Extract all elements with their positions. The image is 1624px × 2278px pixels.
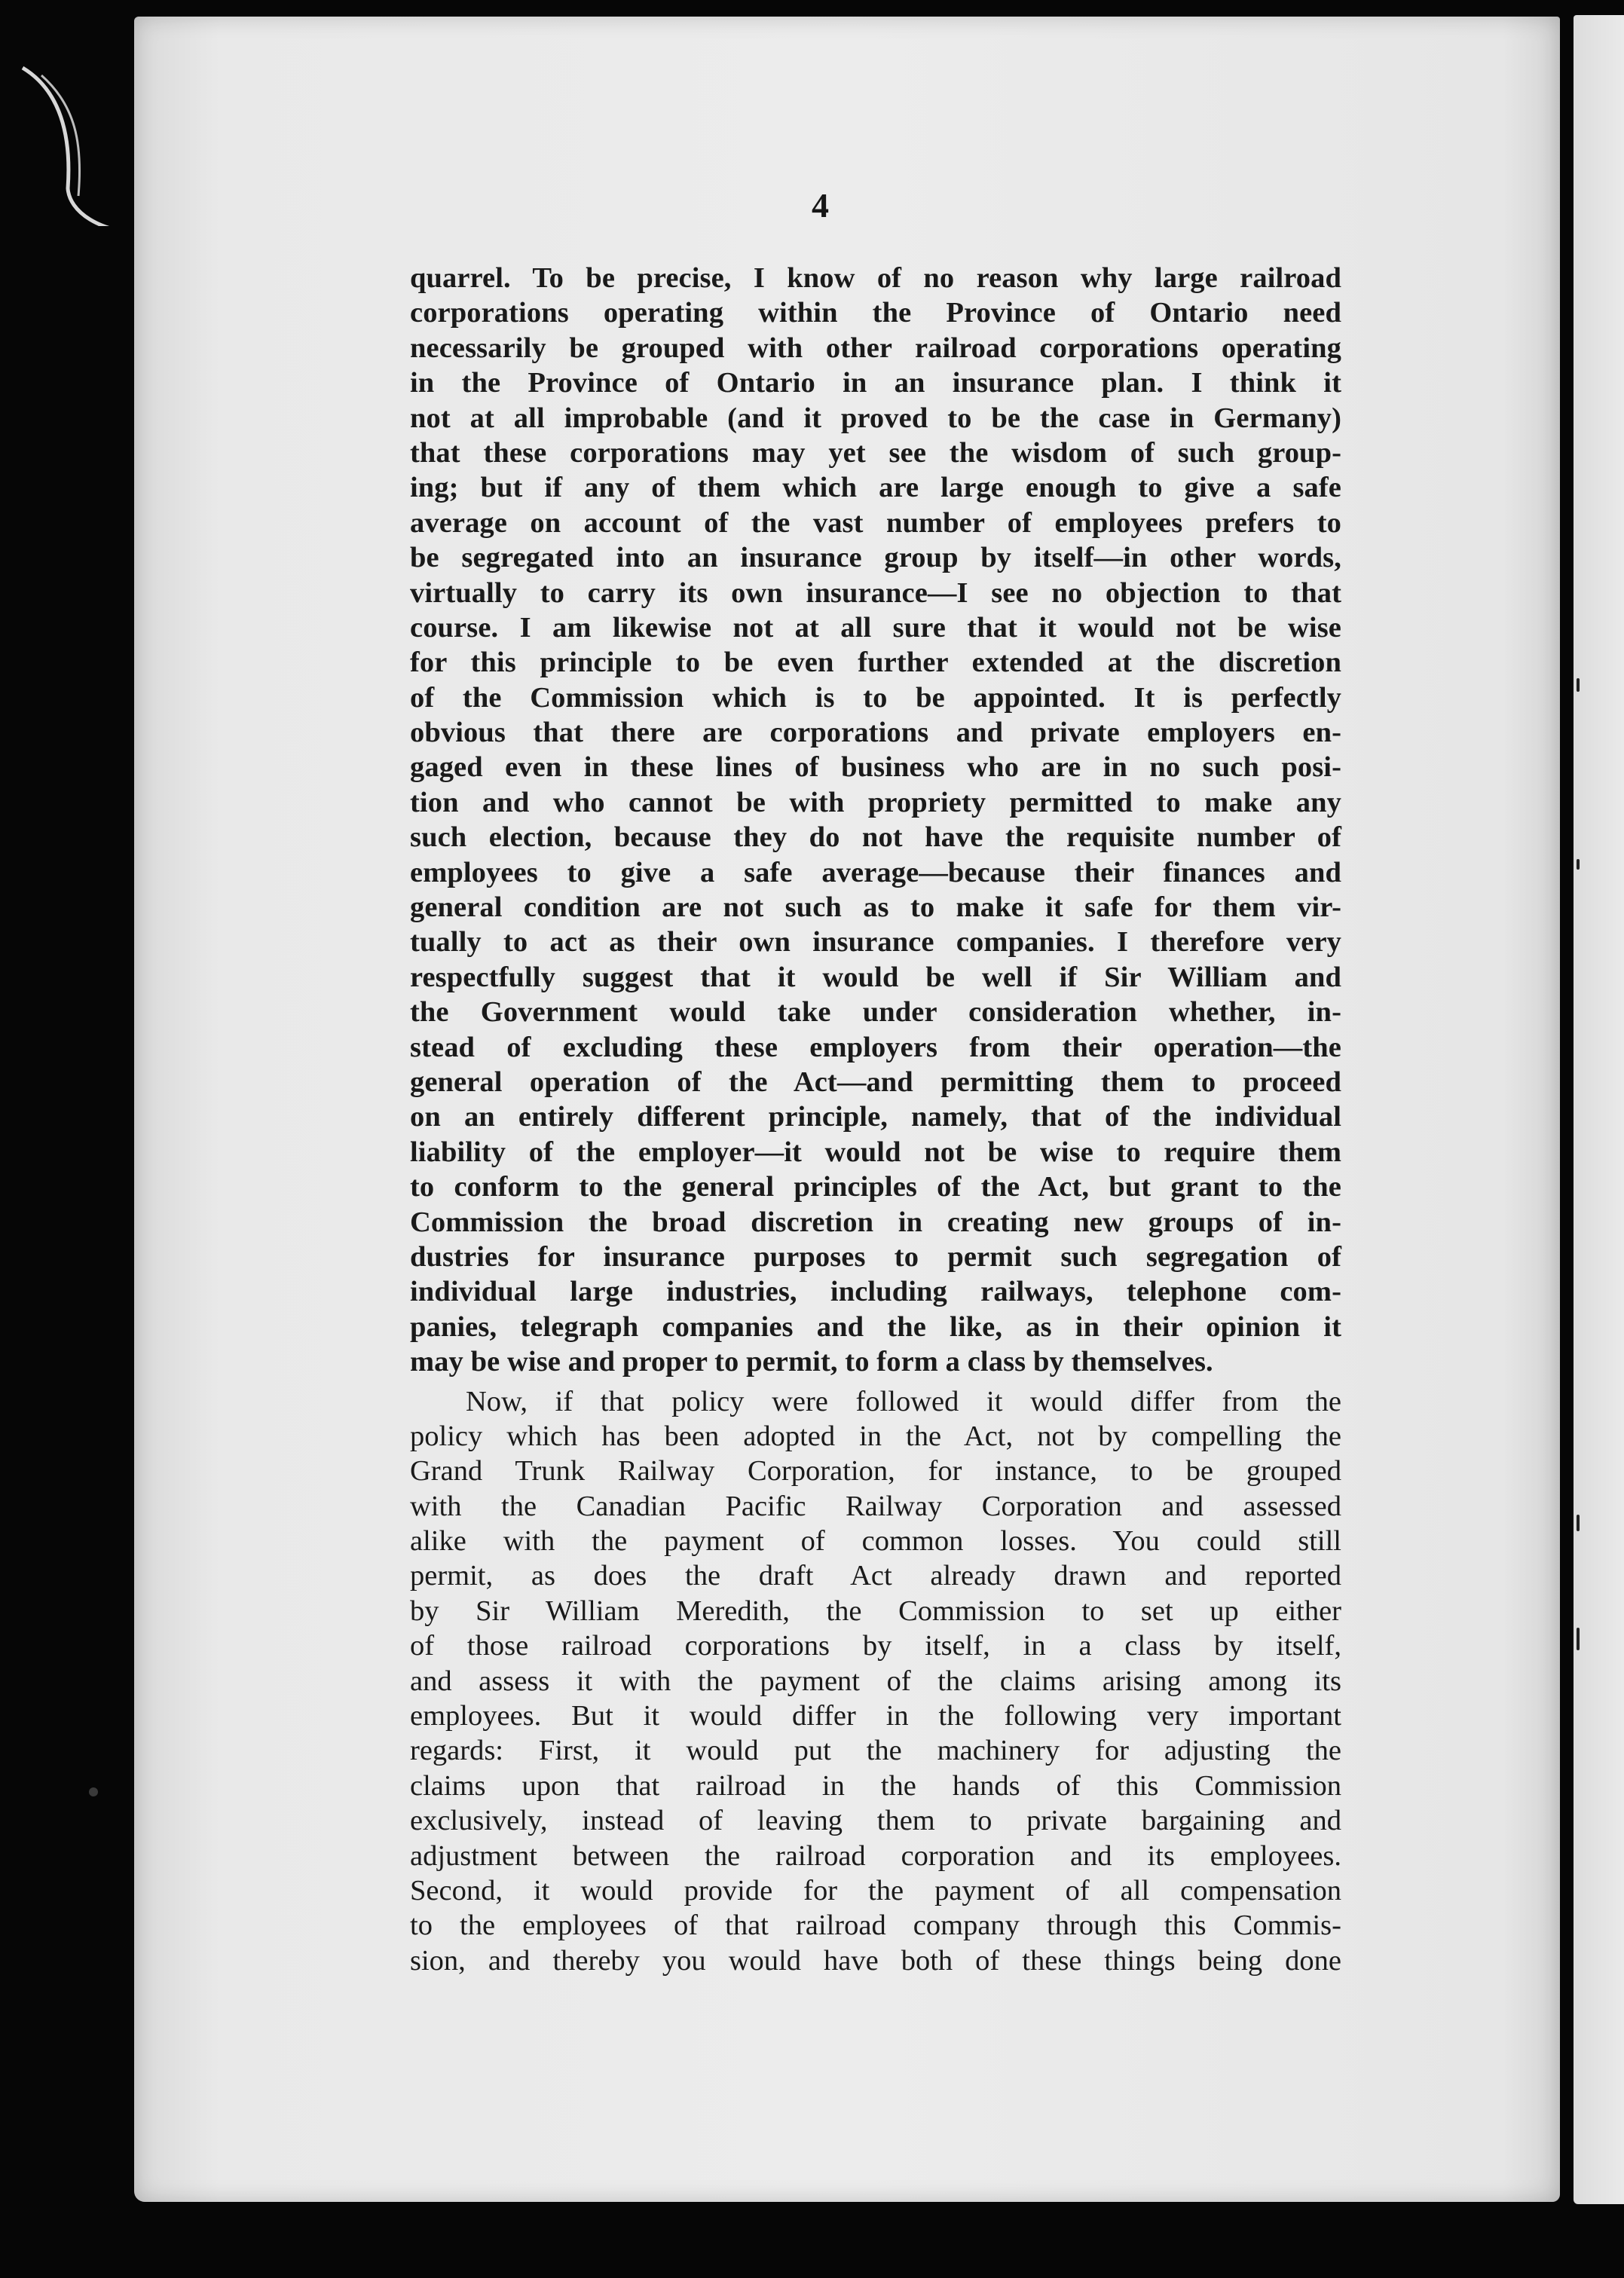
- text-line: Second, it would provide for the payment of all compensation: [410, 1874, 1341, 1906]
- paragraph-2: [410, 1384, 1341, 1979]
- text-line: employees. But it would differ in the following very important: [410, 1700, 1341, 1732]
- text-line: Now, if that policy were followed it would differ from the: [466, 1385, 1341, 1417]
- text-line: with the Canadian Pacific Railway Corporation and assessed: [410, 1490, 1341, 1522]
- text-line: obvious that there are corporations and private employers en-: [410, 717, 1341, 749]
- text-line: that these corporations may yet see the wisdom of such group-: [410, 436, 1341, 469]
- text-line: gaged even in these lines of business who are in no such posi-: [410, 751, 1341, 784]
- text-line: employees to give a safe average—because their finances and: [410, 856, 1341, 888]
- text-line: the Government would take under consideration whether, in-: [410, 996, 1341, 1029]
- text-line: respectfully suggest that it would be well if Sir William and: [410, 961, 1341, 993]
- text-line: for this principle to be even further extended at the discretion: [410, 647, 1341, 679]
- text-line: quarrel. To be precise, I know of no reason why large railroad: [410, 262, 1341, 294]
- text-line: dustries for insurance purposes to permit such segregation of: [410, 1240, 1341, 1273]
- text-line: course. I am likewise not at all sure that it would not be wise: [410, 611, 1341, 644]
- text-line: Grand Trunk Railway Corporation, for instance, to be grouped: [410, 1455, 1341, 1488]
- text-line: permit, as does the draft Act already drawn and reported: [410, 1560, 1341, 1592]
- text-line: individual large industries, including railways, telephone com-: [410, 1276, 1341, 1308]
- scan-dust-spot: [89, 1787, 98, 1796]
- text-line: of the Commission which is to be appointed. It is perfectly: [410, 681, 1341, 714]
- text-line: to conform to the general principles of the Act, but grant to the: [410, 1171, 1341, 1203]
- text-line: general condition are not such as to make it safe for them vir-: [410, 891, 1341, 924]
- scan-speck: [1577, 1515, 1580, 1531]
- text-line: average on account of the vast number of employees prefers to: [410, 506, 1341, 539]
- text-line: stead of excluding these employers from their operation—the: [410, 1031, 1341, 1063]
- adjacent-page-edge: [1574, 15, 1624, 2204]
- scan-speck: [1577, 678, 1580, 692]
- page-number: 4: [812, 186, 829, 225]
- text-line: ing; but if any of them which are large enough to give a safe: [410, 472, 1341, 504]
- text-line: adjustment between the railroad corporation and its employees.: [410, 1839, 1341, 1872]
- text-line: by Sir William Meredith, the Commission to set up either: [410, 1595, 1341, 1627]
- text-line: in the Province of Ontario in an insurance plan. I think it: [410, 367, 1341, 399]
- text-line: regards: First, it would put the machinery for adjusting the: [410, 1735, 1341, 1767]
- paragraph-1: [410, 261, 1341, 1380]
- text-line: virtually to carry its own insurance—I see no objection to that: [410, 576, 1341, 609]
- body-text: [410, 261, 1341, 1978]
- text-line: tion and who cannot be with propriety permitted to make any: [410, 786, 1341, 818]
- text-line: tually to act as their own insurance companies. I therefore very: [410, 926, 1341, 959]
- text-line: to the employees of that railroad company through this Commis-: [410, 1910, 1341, 1942]
- text-line: policy which has been adopted in the Act, not by compelling the: [410, 1420, 1341, 1452]
- text-line: be segregated into an insurance group by itself—in other words,: [410, 542, 1341, 574]
- text-line: necessarily be grouped with other railroad corporations operating: [410, 332, 1341, 364]
- scan-speck: [1577, 859, 1580, 870]
- text-line: alike with the payment of common losses. You could still: [410, 1525, 1341, 1558]
- text-line: may be wise and proper to permit, to form a class by themselves.: [410, 1346, 1213, 1378]
- scan-speck: [1577, 1628, 1580, 1650]
- text-line: exclusively, instead of leaving them to private bargaining and: [410, 1805, 1341, 1837]
- text-line: not at all improbable (and it proved to be the case in Germany): [410, 402, 1341, 434]
- text-line: claims upon that railroad in the hands of this Commission: [410, 1769, 1341, 1802]
- text-line: corporations operating within the Province of Ontario need: [410, 297, 1341, 329]
- text-line: of those railroad corporations by itself, in a class by itself,: [410, 1630, 1341, 1662]
- text-line: panies, telegraph companies and the like, as in their opinion it: [410, 1310, 1341, 1343]
- text-line: on an entirely different principle, namely, that of the individual: [410, 1101, 1341, 1133]
- text-line: and assess it with the payment of the claims arising among its: [410, 1665, 1341, 1697]
- text-line: liability of the employer—it would not be wise to require them: [410, 1136, 1341, 1168]
- text-line: sion, and thereby you would have both of these things being done: [410, 1944, 1341, 1977]
- text-line: Commission the broad discretion in creating new groups of in-: [410, 1206, 1341, 1238]
- text-line: general operation of the Act—and permitting them to proceed: [410, 1066, 1341, 1098]
- text-line: such election, because they do not have the requisite number of: [410, 821, 1341, 854]
